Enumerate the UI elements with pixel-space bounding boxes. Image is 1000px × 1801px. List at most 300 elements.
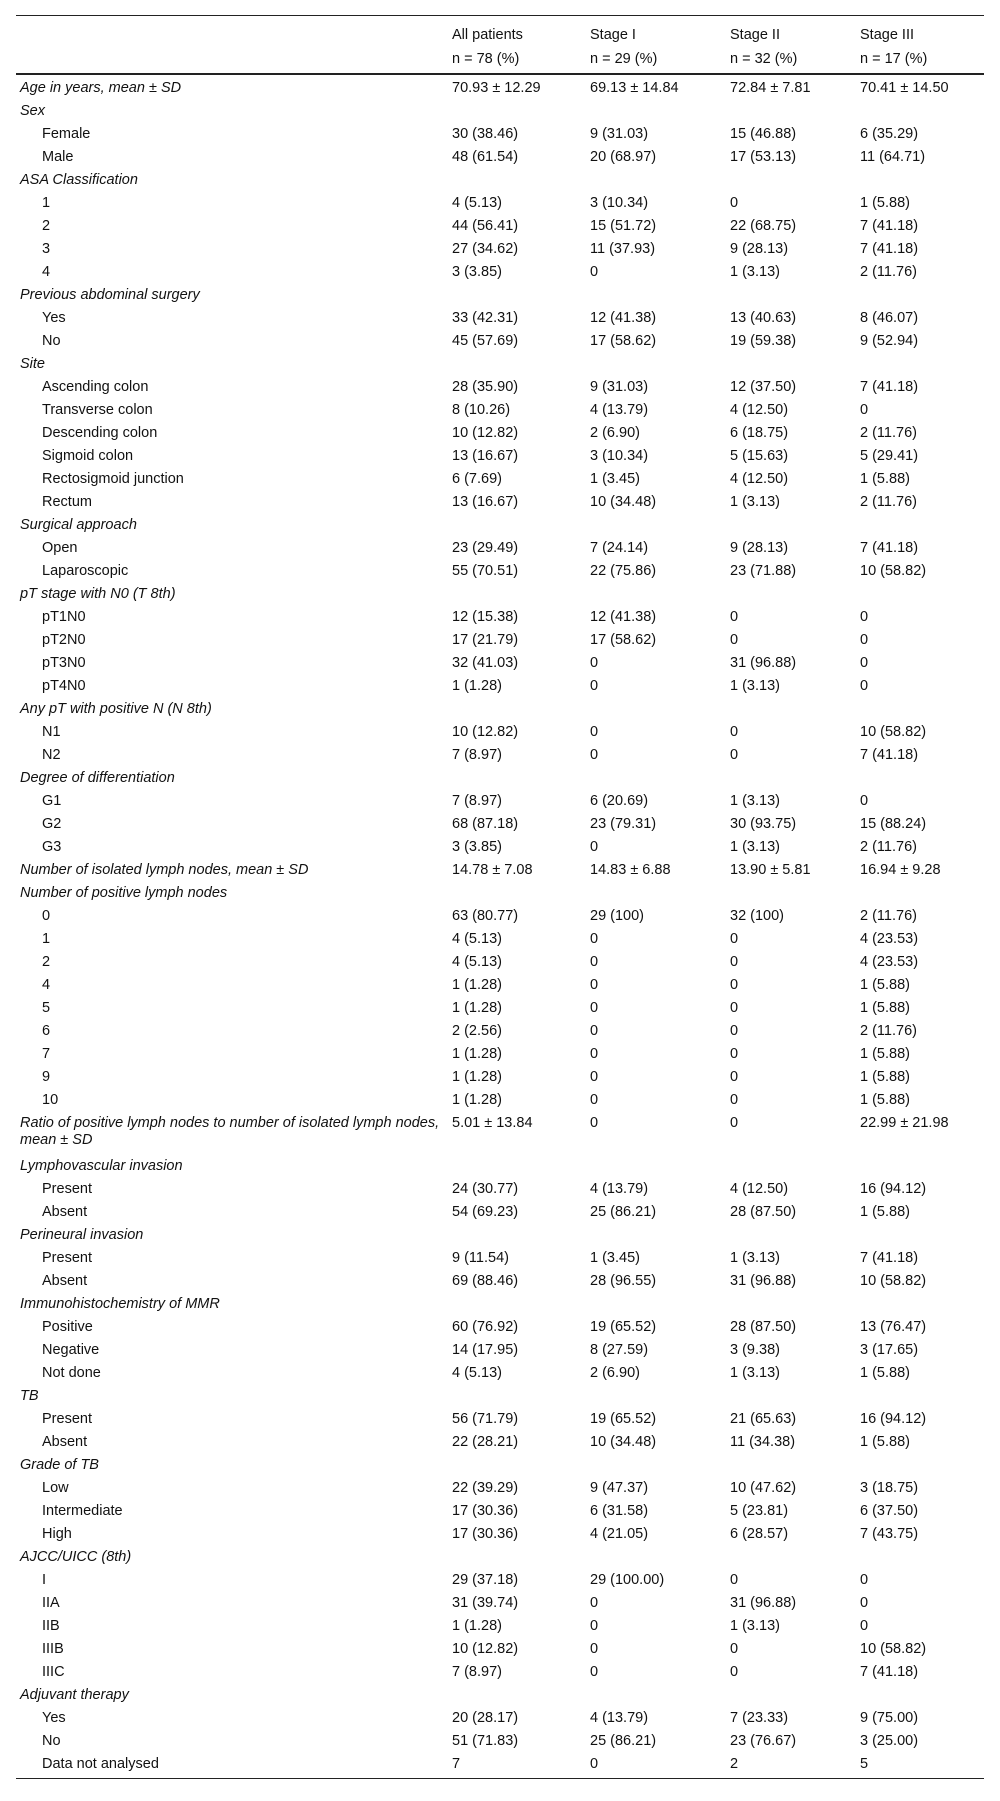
value-cell [856, 1155, 984, 1178]
value-cell: 11 (34.38) [730, 1434, 796, 1450]
header-stage-3: Stage III [856, 16, 984, 48]
category-row [16, 767, 984, 790]
value-cell [448, 1224, 586, 1247]
category-row [16, 698, 984, 721]
value-cell: 7 (41.18) [860, 241, 919, 257]
value-cell: 0 [730, 1115, 739, 1131]
table-row [16, 1201, 984, 1224]
value-cell: 4 (5.13) [452, 931, 502, 947]
row-label: G3 [42, 839, 62, 855]
value-cell [586, 514, 726, 537]
category-label: Age in years, mean ± SD [20, 80, 182, 96]
header-count-stage-2: n = 32 (%) [726, 47, 856, 74]
value-cell: 7 (43.75) [860, 1526, 919, 1542]
row-label: 7 [42, 1046, 51, 1062]
value-cell: 9 (75.00) [860, 1710, 919, 1726]
value-cell: 44 (56.41) [452, 218, 519, 234]
value-cell: 0 [590, 747, 599, 763]
value-cell: 0 [590, 1023, 599, 1039]
row-label: pT1N0 [42, 609, 86, 625]
value-cell: 21 (65.63) [730, 1411, 797, 1427]
value-cell: 70.41 ± 14.50 [860, 80, 949, 96]
value-cell [586, 284, 726, 307]
table-row [16, 238, 984, 261]
value-cell: 23 (71.88) [730, 563, 797, 579]
value-cell: 9 (28.13) [730, 241, 789, 257]
category-label: Previous abdominal surgery [20, 287, 200, 303]
value-cell: 0 [730, 609, 739, 625]
value-cell: 9 (11.54) [452, 1250, 509, 1266]
value-cell: 2 (11.76) [860, 264, 917, 280]
value-cell: 0 [730, 195, 739, 211]
value-cell: 1 (3.13) [730, 264, 780, 280]
value-cell: 0 [590, 1618, 599, 1634]
table-row [16, 744, 984, 767]
value-cell: 4 (12.50) [730, 1181, 789, 1197]
value-cell [726, 284, 856, 307]
value-cell: 6 (37.50) [860, 1503, 919, 1519]
value-cell [856, 1684, 984, 1707]
value-cell: 4 (21.05) [590, 1526, 649, 1542]
value-cell: 1 (1.28) [452, 1000, 502, 1016]
value-cell: 0 [590, 678, 599, 694]
table-row [16, 974, 984, 997]
row-label: N1 [42, 724, 61, 740]
value-cell [856, 100, 984, 123]
value-cell: 19 (65.52) [590, 1319, 657, 1335]
row-label: 6 [42, 1023, 51, 1039]
table-row [16, 629, 984, 652]
row-label: 3 [42, 241, 51, 257]
table-row [16, 721, 984, 744]
value-cell: 12 (15.38) [452, 609, 519, 625]
category-row [16, 882, 984, 905]
value-cell: 0 [590, 1115, 599, 1131]
value-cell: 69.13 ± 14.84 [590, 80, 679, 96]
value-cell: 6 (7.69) [452, 471, 502, 487]
value-cell [448, 100, 586, 123]
value-cell [586, 1293, 726, 1316]
value-cell: 1 (3.13) [730, 1365, 780, 1381]
value-cell: 9 (52.94) [860, 333, 919, 349]
value-cell: 5 [856, 1753, 984, 1779]
table-row [16, 1592, 984, 1615]
value-cell [586, 882, 726, 905]
table-row [16, 1316, 984, 1339]
row-label: Laparoscopic [42, 563, 129, 579]
value-cell: 0 [730, 724, 739, 740]
row-label: pT4N0 [42, 678, 86, 694]
value-cell: 0 [590, 1595, 599, 1611]
value-cell: 4 (5.13) [452, 195, 502, 211]
table-row [16, 1089, 984, 1112]
value-cell [856, 1224, 984, 1247]
value-cell [448, 514, 586, 537]
value-cell [726, 767, 856, 790]
value-cell: 8 (27.59) [590, 1342, 649, 1358]
value-cell: 25 (86.21) [590, 1204, 657, 1220]
row-label: Low [42, 1480, 69, 1496]
row-label: 5 [42, 1000, 51, 1016]
table-row [16, 192, 984, 215]
value-cell [726, 1546, 856, 1569]
value-cell [448, 882, 586, 905]
value-cell: 56 (71.79) [452, 1411, 519, 1427]
category-row [16, 353, 984, 376]
table-row [16, 1638, 984, 1661]
value-cell: 1 (3.13) [730, 678, 780, 694]
value-cell: 0 [730, 632, 739, 648]
patient-characteristics-table [16, 15, 984, 1779]
row-label: 9 [42, 1069, 51, 1085]
value-cell [586, 767, 726, 790]
value-cell: 0 [590, 954, 599, 970]
value-cell: 10 (58.82) [860, 1641, 927, 1657]
table-header [16, 16, 984, 75]
value-cell: 13 (76.47) [860, 1319, 927, 1335]
row-label: IIA [42, 1595, 60, 1611]
value-cell: 0 [730, 1023, 739, 1039]
value-cell: 0 [730, 1000, 739, 1016]
row-label: IIIC [42, 1664, 65, 1680]
category-row [16, 1155, 984, 1178]
row-label: Data not analysed [16, 1753, 448, 1779]
table-row [16, 1247, 984, 1270]
value-cell: 63 (80.77) [452, 908, 519, 924]
value-cell: 0 [730, 1572, 739, 1588]
value-cell [586, 100, 726, 123]
value-cell [448, 1293, 586, 1316]
value-cell: 13 (16.67) [452, 494, 519, 510]
value-cell: 32 (100) [730, 908, 785, 924]
row-label: Male [42, 149, 74, 165]
row-label: Descending colon [42, 425, 158, 441]
row-label: pT3N0 [42, 655, 86, 671]
value-cell: 8 (46.07) [860, 310, 919, 326]
value-cell [448, 169, 586, 192]
value-cell [726, 1454, 856, 1477]
value-cell: 7 [448, 1753, 586, 1779]
value-cell: 0 [590, 931, 599, 947]
row-label: Positive [42, 1319, 93, 1335]
value-cell: 1 (1.28) [452, 977, 502, 993]
value-cell: 28 (87.50) [730, 1319, 797, 1335]
row-label: 1 [42, 195, 51, 211]
value-cell [586, 1224, 726, 1247]
header-blank [16, 47, 448, 74]
value-cell: 69 (88.46) [452, 1273, 519, 1289]
value-cell: 9 (28.13) [730, 540, 789, 556]
value-cell: 1 (3.13) [730, 839, 780, 855]
table-row [16, 1362, 984, 1385]
value-cell: 7 (8.97) [452, 793, 502, 809]
value-cell: 13 (40.63) [730, 310, 797, 326]
value-cell: 20 (68.97) [590, 149, 657, 165]
value-cell: 15 (51.72) [590, 218, 657, 234]
table-row [16, 997, 984, 1020]
row-label: Open [42, 540, 78, 556]
value-cell [726, 353, 856, 376]
table-row [16, 491, 984, 514]
value-cell: 13 (16.67) [452, 448, 519, 464]
value-cell: 7 (41.18) [860, 747, 919, 763]
row-label: Sigmoid colon [42, 448, 134, 464]
table-row [16, 123, 984, 146]
row-label: 0 [42, 908, 51, 924]
value-cell: 1 (3.45) [590, 471, 640, 487]
value-cell: 1 (1.28) [452, 1046, 502, 1062]
value-cell: 4 (13.79) [590, 402, 649, 418]
value-cell: 3 (17.65) [860, 1342, 919, 1358]
value-cell: 1 (5.88) [860, 1046, 910, 1062]
value-cell [448, 1546, 586, 1569]
value-cell: 72.84 ± 7.81 [730, 80, 811, 96]
value-cell: 7 (8.97) [452, 1664, 502, 1680]
category-label: Sex [20, 103, 45, 119]
value-cell: 1 (1.28) [452, 1092, 502, 1108]
category-label: Number of isolated lymph nodes, mean ± SD [20, 862, 309, 878]
value-cell: 2 (2.56) [452, 1023, 502, 1039]
table-row [16, 928, 984, 951]
row-label: 4 [42, 977, 51, 993]
value-cell: 10 (58.82) [860, 563, 927, 579]
value-cell: 9 (47.37) [590, 1480, 649, 1496]
category-label: Surgical approach [20, 517, 137, 533]
value-cell: 4 (5.13) [452, 1365, 502, 1381]
value-cell [448, 583, 586, 606]
table-row [16, 376, 984, 399]
value-cell: 12 (37.50) [730, 379, 797, 395]
value-cell: 6 (20.69) [590, 793, 649, 809]
table-row [16, 1043, 984, 1066]
value-cell: 3 (18.75) [860, 1480, 919, 1496]
value-cell: 28 (96.55) [590, 1273, 657, 1289]
value-cell: 11 (64.71) [860, 149, 926, 165]
row-label: Ascending colon [42, 379, 149, 395]
value-cell: 48 (61.54) [452, 149, 519, 165]
row-label: IIIB [42, 1641, 64, 1657]
value-cell: 1 (3.13) [730, 793, 780, 809]
value-cell: 51 (71.83) [452, 1733, 519, 1749]
table-row [16, 813, 984, 836]
value-cell: 1 (1.28) [452, 1069, 502, 1085]
value-cell: 16.94 ± 9.28 [860, 862, 941, 878]
row-label: pT2N0 [42, 632, 86, 648]
value-cell: 4 (12.50) [730, 402, 789, 418]
value-cell: 5 (15.63) [730, 448, 789, 464]
value-cell [856, 767, 984, 790]
value-cell: 15 (46.88) [730, 126, 797, 142]
value-cell: 5.01 ± 13.84 [452, 1115, 533, 1131]
value-cell: 28 (35.90) [452, 379, 519, 395]
row-label: I [42, 1572, 47, 1588]
value-cell: 5 (23.81) [730, 1503, 789, 1519]
value-cell: 31 (96.88) [730, 655, 797, 671]
value-cell [586, 583, 726, 606]
category-row [16, 1224, 984, 1247]
table-row [16, 1270, 984, 1293]
value-cell: 0 [590, 1664, 599, 1680]
value-cell: 0 [730, 1092, 739, 1108]
value-cell: 4 (13.79) [590, 1181, 649, 1197]
value-cell: 30 (93.75) [730, 816, 797, 832]
value-cell: 3 (10.34) [590, 195, 649, 211]
category-label: Adjuvant therapy [20, 1687, 129, 1703]
row-label: Present [42, 1181, 92, 1197]
row-label: Yes [42, 310, 66, 326]
row-label: 4 [42, 264, 51, 280]
value-cell [856, 169, 984, 192]
header-count-stage-3: n = 17 (%) [856, 47, 984, 74]
category-row [16, 100, 984, 123]
value-cell: 0 [860, 655, 869, 671]
value-cell: 4 (12.50) [730, 471, 789, 487]
value-cell: 17 (30.36) [452, 1526, 519, 1542]
row-label: 1 [42, 931, 51, 947]
value-cell: 6 (35.29) [860, 126, 919, 142]
value-cell [726, 1684, 856, 1707]
value-cell [726, 1385, 856, 1408]
row-label: 2 [42, 218, 51, 234]
category-label: Perineural invasion [20, 1227, 144, 1243]
value-cell: 9 (31.03) [590, 379, 649, 395]
row-label: Present [42, 1411, 92, 1427]
table-row [16, 951, 984, 974]
value-cell: 0 [590, 264, 599, 280]
header-count-stage-1: n = 29 (%) [586, 47, 726, 74]
table-row [16, 445, 984, 468]
row-label: Female [42, 126, 91, 142]
value-cell: 29 (100.00) [590, 1572, 665, 1588]
value-cell: 7 (23.33) [730, 1710, 789, 1726]
value-cell: 31 (96.88) [730, 1273, 797, 1289]
table-row [16, 1730, 984, 1753]
value-cell: 24 (30.77) [452, 1181, 519, 1197]
value-cell: 10 (12.82) [452, 1641, 519, 1657]
value-cell: 7 (41.18) [860, 1250, 919, 1266]
value-cell [448, 284, 586, 307]
row-label: Rectum [42, 494, 92, 510]
table-row [16, 261, 984, 284]
table-row [16, 537, 984, 560]
value-cell [448, 1385, 586, 1408]
table-body [16, 74, 984, 1779]
value-cell: 17 (58.62) [590, 632, 657, 648]
value-cell: 2 (6.90) [590, 1365, 640, 1381]
row-label: G1 [42, 793, 62, 809]
row-label: Absent [42, 1434, 88, 1450]
value-cell: 68 (87.18) [452, 816, 519, 832]
table-row [16, 1477, 984, 1500]
value-cell: 4 (23.53) [860, 954, 919, 970]
value-cell: 2 (6.90) [590, 425, 640, 441]
category-row [16, 1293, 984, 1316]
table-row [16, 330, 984, 353]
value-cell: 10 (12.82) [452, 425, 519, 441]
row-label: Not done [42, 1365, 101, 1381]
table-row [16, 1661, 984, 1684]
value-cell: 1 (5.88) [860, 1204, 910, 1220]
value-cell: 14 (17.95) [452, 1342, 519, 1358]
value-cell: 32 (41.03) [452, 655, 519, 671]
row-label: Yes [42, 1710, 66, 1726]
value-cell [586, 1454, 726, 1477]
table-row [16, 905, 984, 928]
category-label: Ratio of positive lymph nodes to number of isolated lymph nodes, mean ± SD [20, 1115, 440, 1148]
category-row [16, 1684, 984, 1707]
value-cell [856, 1546, 984, 1569]
value-cell: 0 [730, 954, 739, 970]
value-cell [586, 169, 726, 192]
value-cell: 4 (23.53) [860, 931, 919, 947]
value-cell: 70.93 ± 12.29 [452, 80, 541, 96]
value-cell: 7 (41.18) [860, 540, 919, 556]
value-cell: 10 (58.82) [860, 1273, 927, 1289]
value-cell: 9 (31.03) [590, 126, 649, 142]
value-cell: 0 [730, 747, 739, 763]
category-row [16, 583, 984, 606]
row-label: No [42, 1733, 61, 1749]
value-cell: 12 (41.38) [590, 310, 657, 326]
value-cell: 0 [860, 609, 869, 625]
value-cell: 54 (69.23) [452, 1204, 519, 1220]
value-cell: 23 (76.67) [730, 1733, 797, 1749]
table-row [16, 836, 984, 859]
value-cell: 0 [730, 1641, 739, 1657]
category-row [16, 859, 984, 882]
header-blank [16, 16, 448, 48]
value-cell [586, 698, 726, 721]
row-label: N2 [42, 747, 61, 763]
value-cell: 0 [860, 1572, 869, 1588]
value-cell: 31 (39.74) [452, 1595, 519, 1611]
value-cell: 22 (28.21) [452, 1434, 519, 1450]
row-label: Transverse colon [42, 402, 153, 418]
value-cell: 11 (37.93) [590, 241, 656, 257]
category-label: TB [20, 1388, 39, 1404]
value-cell: 0 [860, 793, 869, 809]
category-row [16, 1112, 984, 1155]
value-cell [448, 698, 586, 721]
value-cell: 1 (3.13) [730, 1618, 780, 1634]
value-cell: 6 (28.57) [730, 1526, 789, 1542]
value-cell: 0 [730, 977, 739, 993]
table-row [16, 146, 984, 169]
table-row [16, 1569, 984, 1592]
value-cell: 2 [726, 1753, 856, 1779]
value-cell [448, 767, 586, 790]
row-label: 2 [42, 954, 51, 970]
value-cell: 3 (10.34) [590, 448, 649, 464]
table-row [16, 560, 984, 583]
value-cell [726, 169, 856, 192]
value-cell: 17 (21.79) [452, 632, 519, 648]
value-cell: 5 (29.41) [860, 448, 919, 464]
value-cell: 0 [860, 1595, 869, 1611]
value-cell: 33 (42.31) [452, 310, 519, 326]
value-cell: 0 [860, 678, 869, 694]
category-row [16, 74, 984, 100]
value-cell: 0 [730, 1046, 739, 1062]
header-count-all: n = 78 (%) [448, 47, 586, 74]
category-label: Site [20, 356, 45, 372]
value-cell: 0 [590, 1069, 599, 1085]
value-cell: 1 (1.28) [452, 678, 502, 694]
value-cell: 0 [730, 1069, 739, 1085]
value-cell: 0 [590, 1000, 599, 1016]
value-cell [726, 100, 856, 123]
value-cell: 13.90 ± 5.81 [730, 862, 811, 878]
